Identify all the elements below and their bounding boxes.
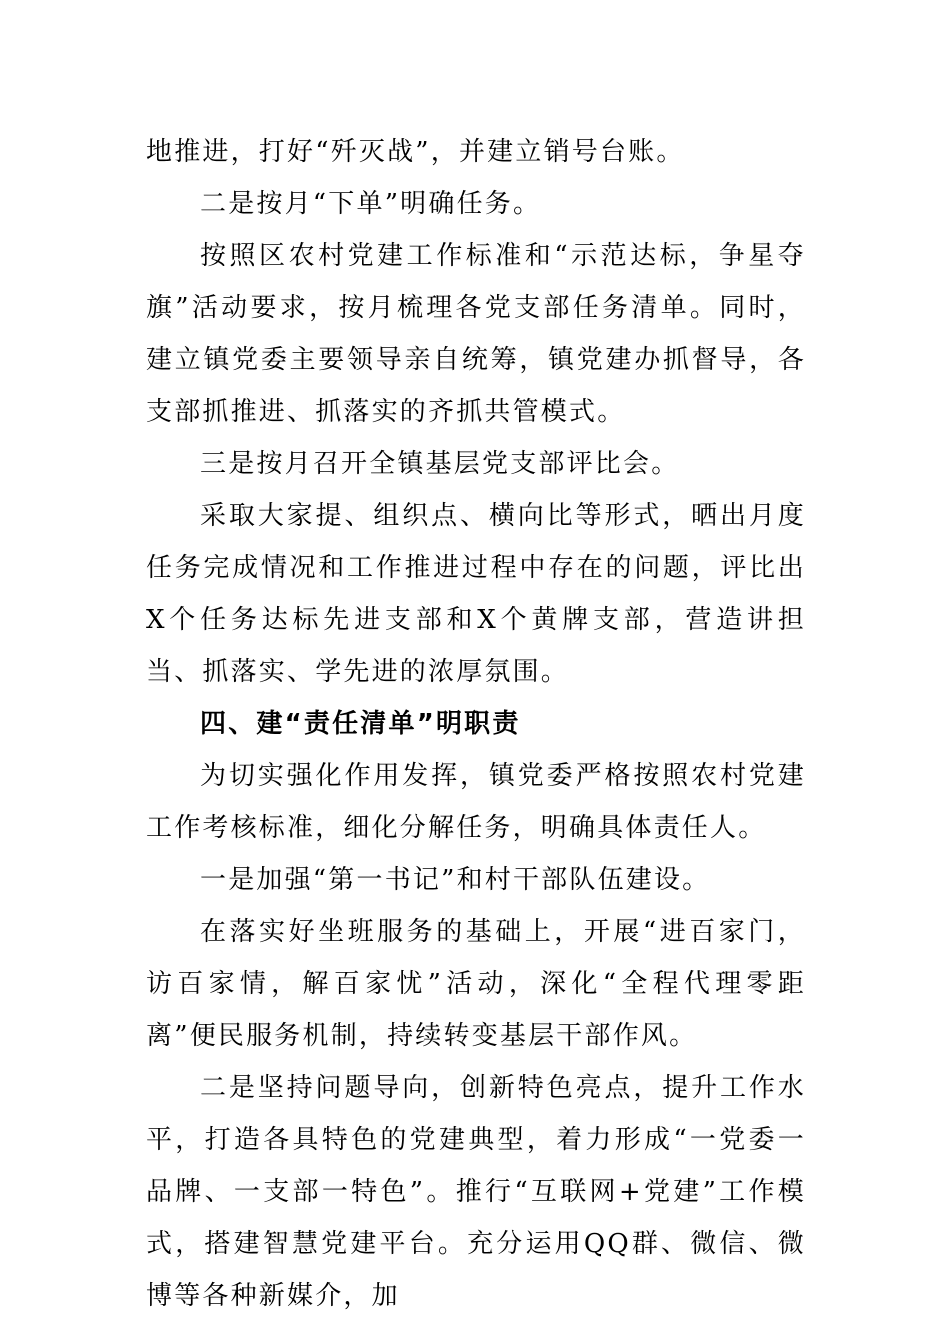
paragraph-body: 按照区农村党建工作标准和“示范达标，争星夺旗”活动要求，按月梳理各党支部任务清单。同时，建立镇党委主要领导亲自统筹，镇党建办抓督导，各支部抓推进、抓落实的齐抓共管模式。 bbox=[146, 241, 806, 427]
document-body bbox=[146, 126, 806, 1322]
paragraph-subpoint-2: 二是按月“下单”明确任务。 bbox=[200, 189, 542, 219]
paragraph-body: 在落实好坐班服务的基础上，开展“进百家门，访百家情，解百家忧”活动，深化“全程代理零距离”便民服务机制，持续转变基层干部作风。 bbox=[146, 917, 806, 1051]
paragraph-continuation: 地推进，打好“歼灭战”，并建立销号台账。 bbox=[146, 137, 685, 167]
paragraph-subpoint-3: 三是按月召开全镇基层党支部评比会。 bbox=[200, 449, 680, 479]
paragraph-body: 采取大家提、组织点、横向比等形式，晒出月度任务完成情况和工作推进过程中存在的问题，评比出X个任务达标先进支部和X个黄牌支部，营造讲担当、抓落实、学先进的浓厚氛围。 bbox=[146, 501, 806, 687]
paragraph-body: 为切实强化作用发挥，镇党委严格按照农村党建工作考核标准，细化分解任务，明确具体责任人。 bbox=[146, 761, 806, 843]
paragraph-body: 二是坚持问题导向，创新特色亮点，提升工作水平，打造各具特色的党建典型，着力形成“一党委一品牌、一支部一特色”。推行“互联网+党建”工作模式，搭建智慧党建平台。充分运用QQ群、微信、微博等各种新媒介，加 bbox=[146, 1073, 806, 1311]
paragraph-subpoint-1: 一是加强“第一书记”和村干部队伍建设。 bbox=[200, 865, 711, 895]
section-heading: 四、建“责任清单”明职责 bbox=[200, 709, 521, 739]
